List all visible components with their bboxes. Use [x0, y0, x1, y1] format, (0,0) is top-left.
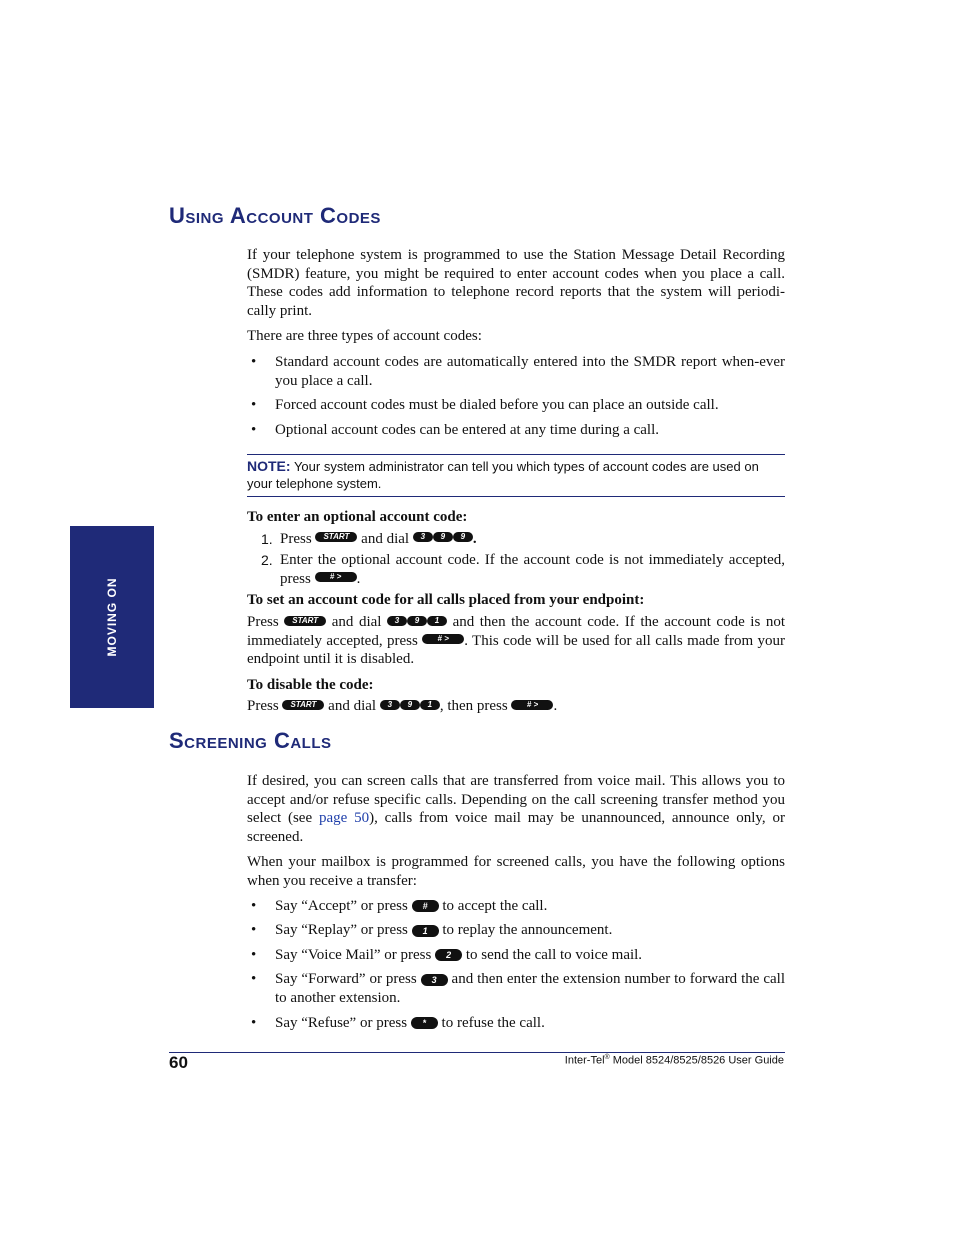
screening-options-intro: When your mailbox is programmed for screened calls, you have the following options when you receive a transfer: — [247, 854, 785, 889]
list-item: • Forced account codes must be dialed before you can place an outside call. — [251, 397, 719, 414]
pound-key-icon: # > — [422, 634, 464, 644]
screening-intro: If desired, you can screen calls that are transferred from voice mail. This allows you to accept and/or refuse specific calls. Depending on the call screening transfer method you select (see page 50), calls from voice mail may be unannounced, announce only, or screened. — [247, 773, 785, 845]
footer-title: Inter-Tel® Model 8524/8525/8526 User Guide — [564, 1054, 784, 1067]
digit-2-key-icon: 2 — [435, 949, 462, 961]
digit-9-key-icon: 9 — [453, 532, 473, 542]
start-key-icon: START — [284, 616, 326, 626]
bullet-icon: • — [251, 353, 257, 370]
footer-rule — [169, 1052, 785, 1053]
bullet-icon: • — [251, 922, 257, 939]
list-item: • Say “Forward” or press 3 and then enter the extension number to forward the call to another extension. — [251, 971, 785, 1006]
digit-1-key-icon: 1 — [412, 925, 439, 937]
procedures-block — [247, 508, 785, 716]
list-item: • Say “Accept” or press # to accept the call. — [251, 897, 548, 914]
digit-3-key-icon: 3 — [380, 700, 400, 710]
account-codes-intro: If your telephone system is programmed to use the Station Message Detail Recording (SMDR) feature, you might be required to enter account codes when you place a call. These codes add information to telephone record reports that the system will periodi-cally print. — [247, 247, 785, 319]
screening-options-list — [247, 897, 785, 1033]
all-calls-instructions: Press START and dial 3 9 1 and then the account code. If the account code is not immediately accepted, press # > . This code will be used for all calls made from your endpoint until it is disabled. — [247, 613, 786, 668]
bullet-icon: • — [251, 421, 257, 438]
start-key-icon: START — [315, 532, 357, 542]
bullet-icon: • — [251, 1014, 257, 1031]
start-key-icon: START — [282, 700, 324, 710]
digit-9-key-icon: 9 — [400, 700, 420, 710]
page-number: 60 — [169, 1053, 188, 1072]
list-item: • Standard account codes are automatically entered into the SMDR report when-ever you place a call. — [251, 353, 785, 389]
digit-9-key-icon: 9 — [407, 616, 427, 626]
all-calls-heading: To set an account code for all calls placed from your endpoint: — [247, 592, 645, 609]
list-item: • Say “Voice Mail” or press 2 to send the call to voice mail. — [251, 946, 643, 963]
bullet-icon: • — [251, 397, 257, 414]
account-types-intro: There are three types of account codes: — [247, 328, 482, 345]
side-tab-label: MOVING ON — [105, 577, 119, 657]
digit-3-key-icon: 3 — [387, 616, 407, 626]
note-label: NOTE: — [247, 458, 291, 474]
disable-instructions: Press START and dial 3 9 1 , then press # > . — [247, 698, 558, 715]
note-text: Your system administrator can tell you which types of account codes are used on your telephone system. — [247, 459, 759, 491]
list-item: • Optional account codes can be entered at any time during a call. — [251, 421, 660, 438]
star-key-icon: * — [411, 1017, 438, 1029]
digit-3-key-icon: 3 — [421, 974, 448, 986]
account-types-list — [247, 353, 785, 439]
bullet-icon: • — [251, 946, 257, 963]
digit-1-key-icon: 1 — [427, 616, 447, 626]
screening-block — [247, 772, 785, 1032]
digit-1-key-icon: 1 — [420, 700, 440, 710]
disable-heading: To disable the code: — [247, 676, 374, 693]
optional-code-steps — [247, 530, 785, 589]
list-item: • Say “Refuse” or press * to refuse the call. — [251, 1014, 545, 1031]
step-item: 1. Press START and dial 3 9 9 . — [261, 530, 477, 547]
optional-code-heading: To enter an optional account code: — [247, 509, 468, 525]
page-50-link[interactable]: page 50 — [318, 810, 370, 827]
pound-key-icon: # — [412, 900, 439, 912]
digit-3-key-icon: 3 — [413, 532, 433, 542]
side-tab — [70, 526, 154, 708]
note-box — [247, 454, 785, 497]
pound-key-icon: # > — [511, 700, 553, 710]
bullet-icon: • — [251, 897, 257, 914]
section-heading-account-codes: Using Account Codes — [169, 203, 381, 228]
bullet-icon: • — [251, 971, 257, 988]
step-item: 2. Enter the optional account code. If the account code is not immediately accepted, press # > . — [261, 552, 785, 587]
account-codes-intro-block — [247, 246, 785, 439]
digit-9-key-icon: 9 — [433, 532, 453, 542]
pound-key-icon: # > — [315, 572, 357, 582]
section-heading-screening-calls: Screening Calls — [169, 728, 332, 753]
list-item: • Say “Replay” or press 1 to replay the announcement. — [251, 922, 613, 939]
